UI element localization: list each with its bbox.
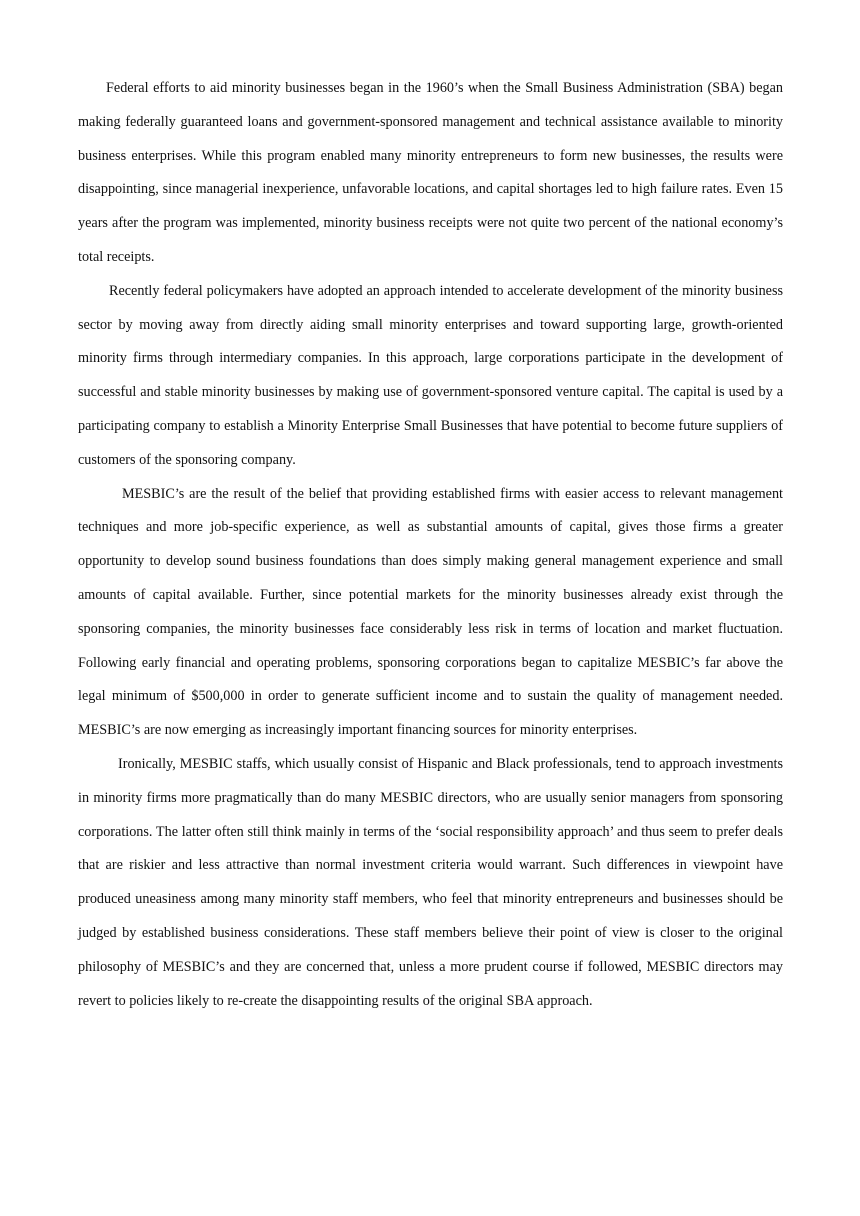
paragraph-2: Recently federal policymakers have adopted an approach intended to accelerate development of the minority business sector by moving away from directly aiding small minority enterprises and toward supporting large, growth-oriented minority firms through intermediary companies. In this approach, large corporations participate in the development of successful and stable minority businesses by making use of government-sponsored venture capital. The capital is used by a participating company to establish a Minority Enterprise Small Businesses that have potential to become future suppliers of customers of the sponsoring company. bbox=[78, 282, 783, 468]
paragraph-3: MESBIC’s are the result of the belief that providing established firms with easier access to relevant management techniques and more job-specific experience, as well as substantial amounts of capital, gives those firms a greater opportunity to develop sound business foundations than does simply making general management experience and small amounts of capital available. Further, since potential markets for the minority businesses already exist through the sponsoring companies, the minority businesses face considerably less risk in terms of location and market fluctuation. Following early financial and operating problems, sponsoring corporations began to capitalize MESBIC’s far above the legal minimum of $500,000 in order to generate sufficient income and to sustain the quality of management needed. MESBIC’s are now emerging as increasingly important financing sources for minority enterprises. bbox=[78, 485, 783, 739]
paragraph-1: Federal efforts to aid minority businesses began in the 1960’s when the Small Business Administration (SBA) began making federally guaranteed loans and government-sponsored management and technical assistance available to minority business enterprises. While this program enabled many minority entrepreneurs to form new businesses, the results were disappointing, since managerial inexperience, unfavorable locations, and capital shortages led to high failure rates. Even 15 years after the program was implemented, minority business receipts were not quite two percent of the national economy’s total receipts. bbox=[78, 80, 783, 265]
paragraph-4: Ironically, MESBIC staffs, which usually consist of Hispanic and Black professionals, tend to approach investments in minority firms more pragmatically than do many MESBIC directors, who are usually senior managers from sponsoring corporations. The latter often still think mainly in terms of the ‘social responsibility approach’ and thus seem to prefer deals that are riskier and less attractive than normal investment criteria would warrant. Such differences in viewpoint have produced uneasiness among many minority staff members, who feel that minority entrepreneurs and businesses should be judged by established business considerations. These staff members believe their point of view is closer to the original philosophy of MESBIC’s and they are concerned that, unless a more prudent course if followed, MESBIC directors may revert to policies likely to re-create the disappointing results of the original SBA approach. bbox=[78, 755, 783, 1009]
document-page bbox=[78, 72, 783, 1018]
